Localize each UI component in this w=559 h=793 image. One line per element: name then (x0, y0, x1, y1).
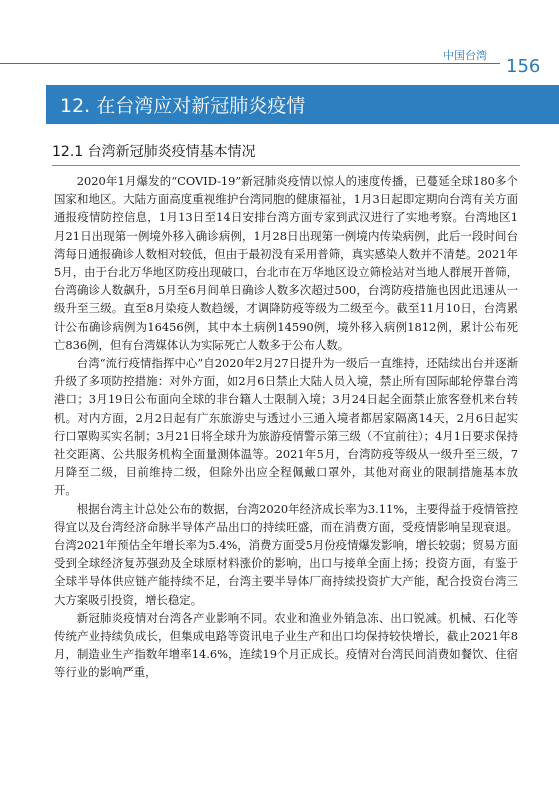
chapter-banner (46, 85, 559, 124)
paragraph: 2020年1月爆发的“COVID-19”新冠肺炎疫情以惊人的速度传播，已蔓延全球180多个国家和地区。大陆方面高度重视维护台湾同胞的健康福祉，1月3日起即定期向台湾有关方面通报疫情防控信息，1月13日至14日安排台湾方面专家到武汉进行了实地考察。台湾地区1月21日出现第一例境外移入确诊病例，1月28日出现第一例境内传染病例，此后一段时间台湾每日通报确诊人数相对较低，但由于最初没有采用普筛，真实感染人数并不清楚。2021年5月，由于台北万华地区防疫出现破口，台北市在万华地区设立筛检站对当地人群展开普筛，台湾确诊人数飙升，5月至6月间单日确诊人数多次超过500，台湾防疫措施也因此迅速从一级升至三级。直至8月染疫人数趋缓，才调降防疫等级为二级至今。截至11月10日，台湾累计公布确诊病例为16456例，其中本土病例14590例，境外移入病例1812例，累计公布死亡836例，但有台湾媒体认为实际死亡人数多于公布人数。 (54, 174, 518, 352)
header-rule (0, 63, 500, 64)
paragraph: 根据台湾主计总处公布的数据，台湾2020年经济成长率为3.11%，主要得益于疫情管控得宜以及台湾经济命脉半导体产品出口的持续旺盛，而在消费方面，受疫情影响呈现衰退。台湾2021年预估全年增长率为5.4%，消费方面受5月份疫情爆发影响，增长较弱；贸易方面受到全球经济复苏强劲及全球原材料涨价的影响，出口与接单全面上扬；投资方面，有鉴于全球半导体供应链产能持续不足，台湾主要半导体厂商持续投资扩大产能，配合投资台湾三大方案吸引投资，增长稳定。 (54, 501, 518, 607)
section-title: 12.1 台湾新冠肺炎疫情基本情况 (52, 144, 256, 160)
page-number: 156 (506, 56, 541, 77)
header-label: 中国台湾 (443, 49, 487, 62)
paragraph: 台湾“流行疫情指挥中心”自2020年2月27日提升为一级后一直维持，还陆续出台并逐渐升级了多项防控措施：对外方面，如2月6日禁止大陆人员入境，禁止所有国际邮轮停靠台湾港口；3月19日公布面向全球的非台籍人士限制入境；3月24日起全面禁止旅客登机来台转机。对内方面，2月2日起有广东旅游史与透过小三通入境者都居家隔离14天，2月6日起实行口罩购买实名制；3月21日将全球升为旅游疫情警示第三级（不宜前往）；4月1日要求保持社交距离、公共服务机构全面量测体温等。2021年5月，台湾防疫等级从一级升至三级，7月降至二级，目前维持二级，但除外出应全程佩戴口罩外，其他对商业的限制措施基本放开。 (54, 356, 518, 498)
section-rule (52, 165, 520, 166)
chapter-title: 12. 在台湾应对新冠肺炎疫情 (60, 95, 306, 117)
body-text (54, 172, 518, 682)
paragraph: 新冠肺炎疫情对台湾各产业影响不同。农业和渔业外销急冻、出口锐减。机械、石化等传统产业持续负成长，但集成电路等资讯电子业生产和出口均保持较快增长，截止2021年8月，制造业生产指数年增率14.6%，连续19个月正成长。疫情对台湾民间消费如餐饮、住宿等行业的影响严重， (54, 610, 518, 680)
